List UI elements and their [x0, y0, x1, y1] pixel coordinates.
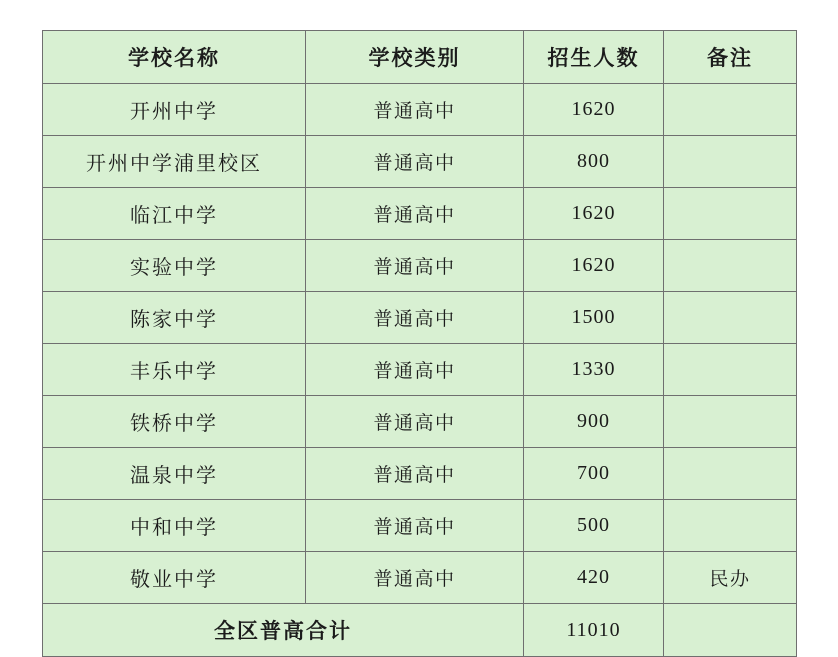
cell-remark: 民办 [664, 552, 797, 604]
cell-school-name: 温泉中学 [43, 448, 306, 500]
cell-school-category: 普通高中 [306, 396, 524, 448]
table-row [43, 188, 797, 240]
cell-total-label: 全区普高合计 [43, 604, 524, 657]
cell-school-category: 普通高中 [306, 344, 524, 396]
cell-remark [664, 396, 797, 448]
cell-school-category: 普通高中 [306, 136, 524, 188]
table-row [43, 84, 797, 136]
cell-school-category: 普通高中 [306, 448, 524, 500]
table-row [43, 396, 797, 448]
cell-remark [664, 292, 797, 344]
column-header-enrollment-count: 招生人数 [524, 31, 664, 84]
cell-enrollment-count: 1620 [524, 84, 664, 136]
table-row [43, 136, 797, 188]
cell-enrollment-count: 800 [524, 136, 664, 188]
cell-enrollment-count: 700 [524, 448, 664, 500]
cell-remark [664, 84, 797, 136]
cell-school-name: 中和中学 [43, 500, 306, 552]
table-header [43, 31, 797, 84]
cell-school-name: 丰乐中学 [43, 344, 306, 396]
cell-school-category: 普通高中 [306, 500, 524, 552]
cell-school-category: 普通高中 [306, 84, 524, 136]
cell-total-count: 11010 [524, 604, 664, 657]
cell-enrollment-count: 1620 [524, 240, 664, 292]
cell-school-name: 临江中学 [43, 188, 306, 240]
cell-school-name: 敬业中学 [43, 552, 306, 604]
cell-enrollment-count: 1500 [524, 292, 664, 344]
cell-school-category: 普通高中 [306, 240, 524, 292]
cell-remark [664, 448, 797, 500]
cell-remark [664, 344, 797, 396]
cell-school-category: 普通高中 [306, 552, 524, 604]
table-row [43, 552, 797, 604]
table-row [43, 240, 797, 292]
cell-school-category: 普通高中 [306, 188, 524, 240]
cell-school-name: 开州中学 [43, 84, 306, 136]
cell-school-category: 普通高中 [306, 292, 524, 344]
column-header-school-category: 学校类别 [306, 31, 524, 84]
column-header-school-name: 学校名称 [43, 31, 306, 84]
cell-school-name: 铁桥中学 [43, 396, 306, 448]
table-header-row [43, 31, 797, 84]
cell-school-name: 陈家中学 [43, 292, 306, 344]
cell-remark [664, 188, 797, 240]
cell-enrollment-count: 900 [524, 396, 664, 448]
table-total-row [43, 604, 797, 657]
cell-total-remark [664, 604, 797, 657]
cell-remark [664, 240, 797, 292]
cell-remark [664, 500, 797, 552]
admissions-table [42, 30, 797, 657]
cell-remark [664, 136, 797, 188]
cell-enrollment-count: 420 [524, 552, 664, 604]
table-row [43, 292, 797, 344]
table-row [43, 448, 797, 500]
table-footer [43, 604, 797, 657]
cell-school-name: 开州中学浦里校区 [43, 136, 306, 188]
column-header-remark: 备注 [664, 31, 797, 84]
cell-school-name: 实验中学 [43, 240, 306, 292]
cell-enrollment-count: 1330 [524, 344, 664, 396]
table-row [43, 500, 797, 552]
table-row [43, 344, 797, 396]
table-body [43, 84, 797, 604]
cell-enrollment-count: 500 [524, 500, 664, 552]
cell-enrollment-count: 1620 [524, 188, 664, 240]
